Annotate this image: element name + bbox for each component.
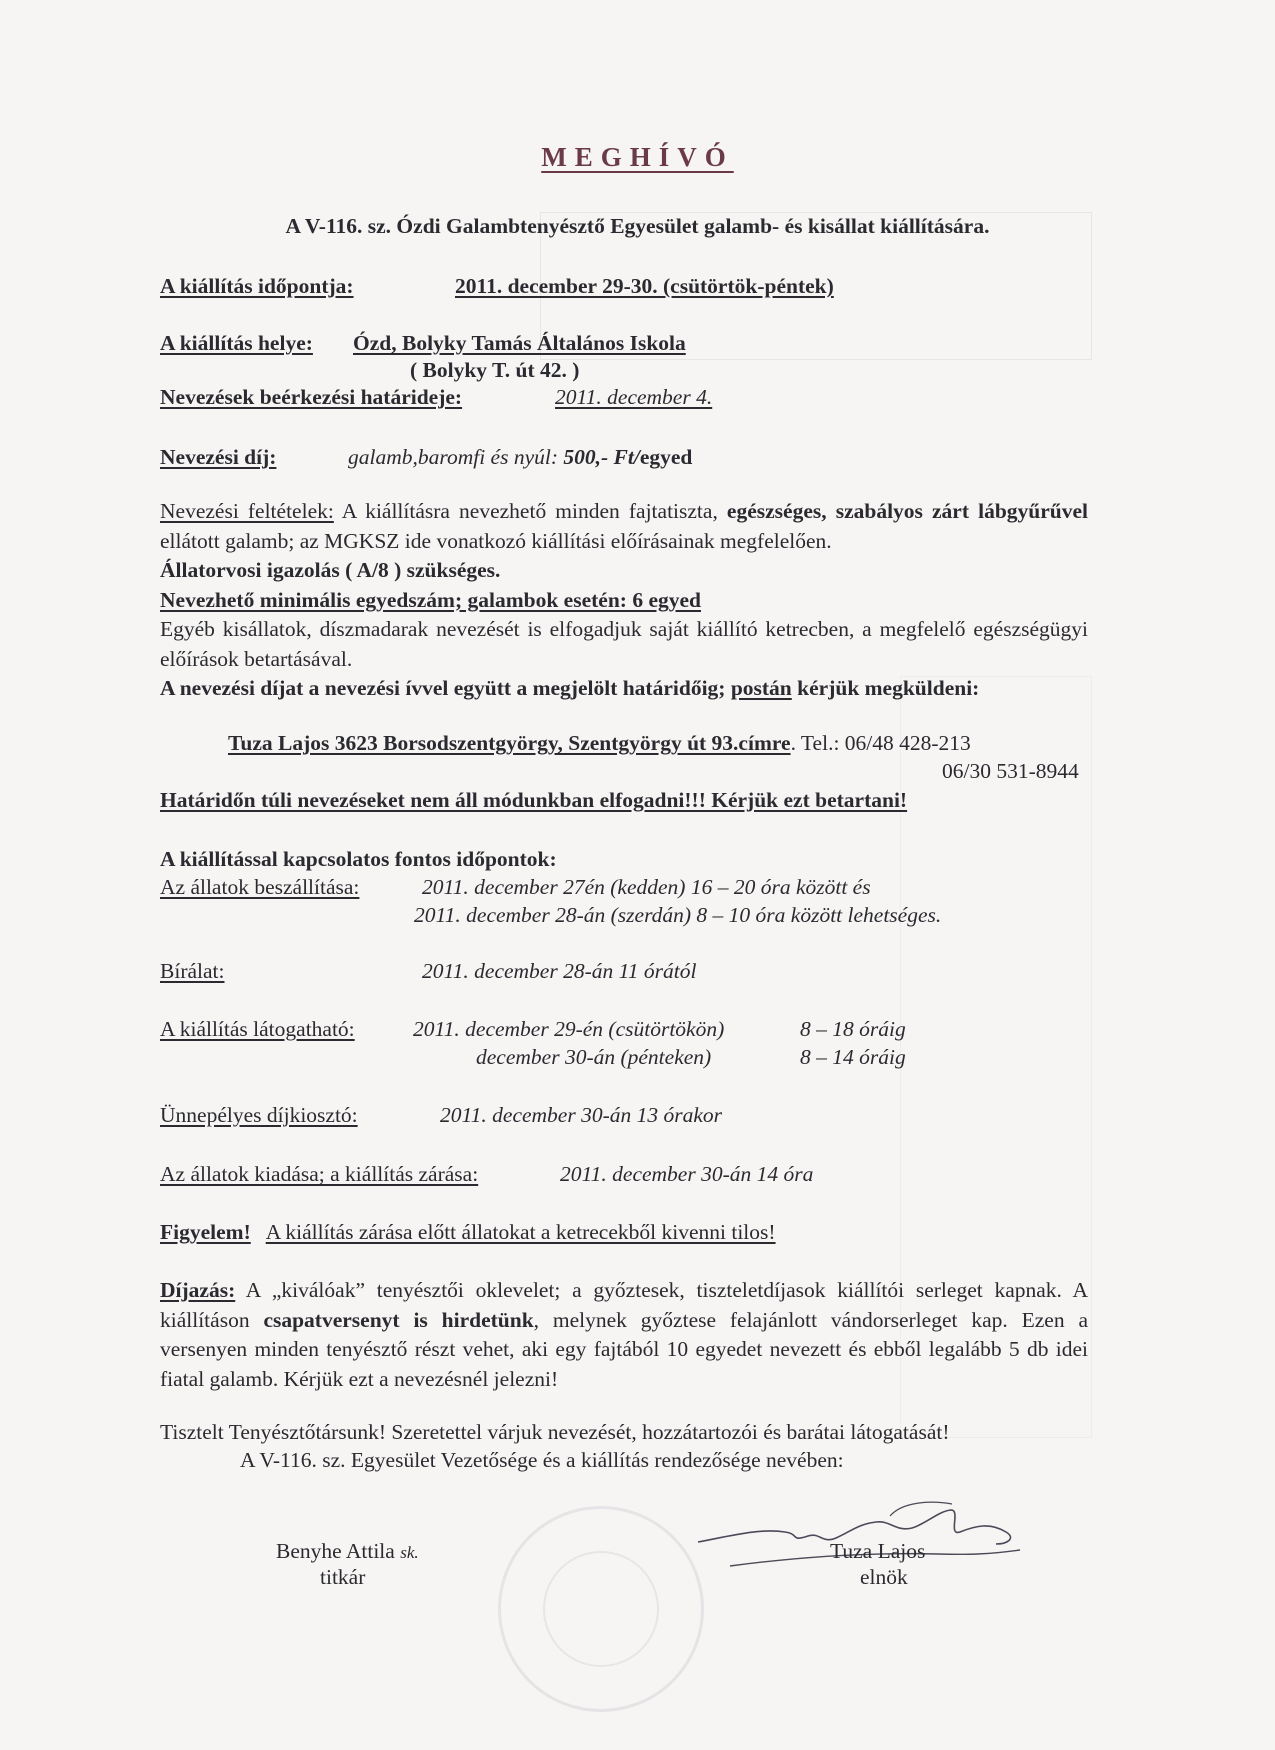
address-line — [228, 729, 971, 757]
fee-text: galamb,baromfi és nyúl: — [348, 445, 559, 469]
late-notice: Határidőn túli nevezéseket nem áll módunkban elfogadni!!! Kérjük ezt betartani! — [160, 788, 908, 812]
vet-certificate: Állatorvosi igazolás ( A/8 ) szükséges. — [160, 558, 501, 582]
conditions-label: Nevezési feltételek: — [160, 499, 334, 523]
attention-text: A kiállítás zárása előtt állatokat a ketrecekből kivenni tilos! — [265, 1220, 776, 1244]
schedule-title: A kiállítással kapcsolatos fontos időpontok: — [160, 847, 557, 871]
attention-line — [160, 1218, 776, 1246]
prizes-text-2: , melynek győztese felajánlott vándorserleget kap. Ezen a versenyen minden tenyésztő részt vehet, aki egy fajtából 10 egyedet nevezett és ebből legalább 5 db idei fiatal galamb. Kérjük ezt a nevezésnél jelezni! — [160, 1307, 1088, 1391]
closing-1: Tisztelt Tenyésztőtársunk! Szeretettel várjuk nevezését, hozzátartozói és barátai látogatását! — [160, 1420, 950, 1444]
delivery-1: 2011. december 27én (kedden) 16 – 20 óra között és — [422, 875, 871, 899]
signatory-1-role: titkár — [320, 1565, 366, 1589]
fee-amount: 500,- Ft/ — [563, 445, 640, 469]
place-label: A kiállítás helye: — [160, 331, 313, 355]
phone-2: 06/30 531-8944 — [942, 759, 1079, 783]
send-post: postán — [730, 676, 792, 700]
signatory-1-name: Benyhe Attila — [276, 1539, 395, 1563]
judging-label: Bírálat: — [160, 959, 225, 983]
fee-unit: egyed — [639, 445, 693, 469]
document-title: MEGHÍVÓ — [541, 142, 734, 172]
signatory-2-name: Tuza Lajos — [830, 1539, 926, 1563]
closing-2: A V-116. sz. Egyesület Vezetősége és a kiállítás rendezősége nevében: — [240, 1448, 844, 1472]
visit-1-date: 2011. december 29-én (csütörtökön) — [413, 1017, 725, 1041]
address: Tuza Lajos 3623 Borsodszentgyörgy, Szentgyörgy út 93.címre — [228, 731, 791, 755]
conditions-text-2: ellátott galamb; az MGKSZ ide vonatkozó kiállítási előírásainak megfelelően. — [160, 528, 832, 553]
delivery-2: 2011. december 28-án (szerdán) 8 – 10 óra között lehetséges. — [414, 903, 942, 927]
delivery-label: Az állatok beszállítása: — [160, 875, 360, 899]
release-label: Az állatok kiadása; a kiállítás zárása: — [160, 1162, 479, 1186]
prizes-bold: csapatversenyt is hirdetünk — [263, 1307, 534, 1332]
date-label: A kiállítás időpontja: — [160, 274, 354, 298]
visit-2-date: december 30-án (pénteken) — [476, 1045, 712, 1069]
awards-value: 2011. december 30-án 13 órakor — [440, 1103, 723, 1127]
release-value: 2011. december 30-án 14 óra — [560, 1162, 814, 1186]
stamp-inner-ring — [543, 1551, 659, 1667]
conditions-bold: egészséges, szabályos zárt lábgyűrűvel — [726, 499, 1089, 523]
send-text-1: A nevezési díjat a nevezési ívvel együtt a megjelölt határidőig; — [160, 676, 731, 700]
deadline-label: Nevezések beérkezési határideje: — [160, 385, 463, 409]
other-animals: Egyéb kisállatok, díszmadarak nevezését is elfogadjuk saját kiállító ketrecben, a megfelelő egészségügyi előírások betartásával. — [160, 617, 1088, 671]
prizes-paragraph — [160, 1276, 1088, 1394]
send-text-2: kérjük megküldeni: — [791, 676, 980, 700]
signatory-2-role: elnök — [860, 1565, 908, 1589]
fee-line — [348, 443, 692, 471]
signatory-1-mark: sk. — [400, 1543, 419, 1562]
fee-label: Nevezési díj: — [160, 445, 277, 469]
association-stamp — [498, 1506, 704, 1712]
conditions-text-1: A kiállításra nevezhető minden fajtatiszta, — [333, 499, 727, 523]
date-value: 2011. december 29-30. (csütörtök-péntek) — [455, 274, 834, 298]
subtitle: A V-116. sz. Ózdi Galambtenyésztő Egyesület galamb- és kisállat kiállítására. — [285, 214, 990, 238]
judging-value: 2011. december 28-án 11 órától — [422, 959, 697, 983]
attention-label: Figyelem! — [160, 1220, 251, 1244]
place-value: Ózd, Bolyky Tamás Általános Iskola — [353, 331, 686, 355]
minimum-entries: Nevezhető minimális egyedszám; galambok esetén: 6 egyed — [160, 587, 701, 612]
prizes-text-1: A „kiválóak” tenyésztői oklevelet; a győztesek, tiszteletdíjasok kiállítói serleget kapnak. A kiállításon — [160, 1278, 1088, 1332]
conditions-paragraph — [160, 497, 1088, 704]
visit-1-time: 8 – 18 óráig — [800, 1017, 906, 1041]
deadline-value: 2011. december 4. — [555, 385, 713, 409]
phone-1: . Tel.: 06/48 428-213 — [790, 731, 971, 755]
visit-label: A kiállítás látogatható: — [160, 1017, 355, 1041]
prizes-label: Díjazás: — [160, 1278, 236, 1302]
awards-label: Ünnepélyes díjkiosztó: — [160, 1103, 358, 1127]
place-address: ( Bolyky T. út 42. ) — [410, 358, 580, 382]
visit-2-time: 8 – 14 óráig — [800, 1045, 906, 1069]
